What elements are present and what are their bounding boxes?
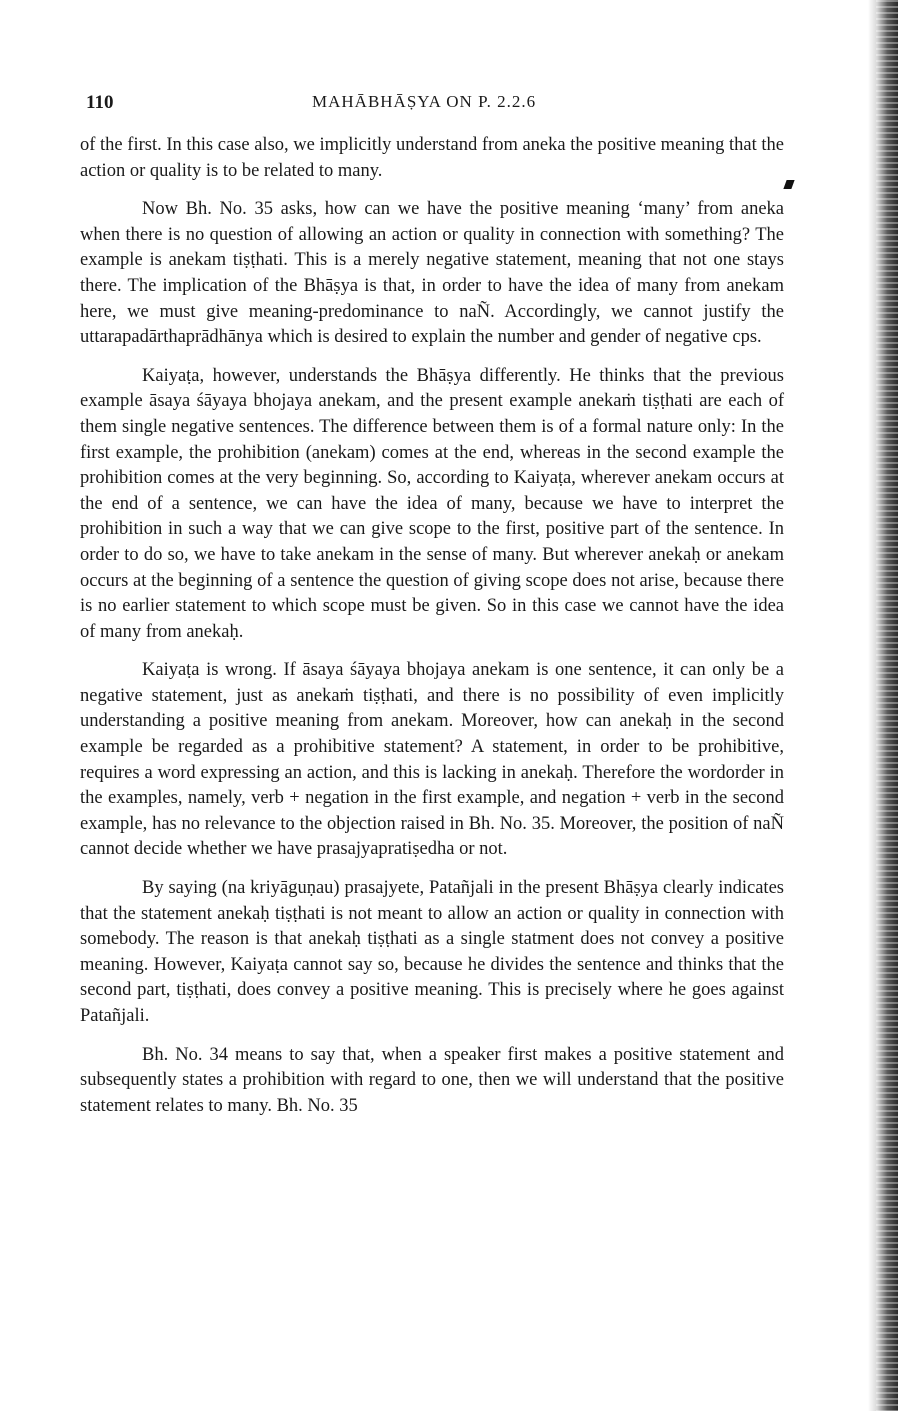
running-head: MAHĀBHĀṢYA ON P. 2.2.6 bbox=[312, 92, 537, 111]
paragraph-5: By saying (na kriyāguṇau) prasajyete, Patañjali in the present Bhāṣya clearly indicates that the statement anekaḥ tiṣṭhati is not meant to allow an action or quality in connection with somebody. The reason is that anekaḥ tiṣṭhati as a single statment does not convey a positive meaning. However, Kaiyaṭa cannot say so, because he divides the sentence and thinks that the second part, tiṣṭhati, does convey a positive meaning. This is precisely where he goes against Patañjali. bbox=[80, 878, 784, 1026]
body-text bbox=[80, 133, 784, 1132]
paragraph-6: Bh. No. 34 means to say that, when a speaker first makes a positive statement and subsequently states a prohibition with regard to one, then we will understand that the positive statement relates to many. Bh. No. 35 bbox=[80, 1044, 784, 1116]
book-spine-texture bbox=[876, 0, 898, 1411]
paragraph-4: Kaiyaṭa is wrong. If āsaya śāyaya bhojaya anekam is one sentence, it can only be a negative statement, just as anekaṁ tiṣṭhati, and there is no possibility of even implicitly understanding a positive meaning from anekam. Moreover, how can anekaḥ in the second example be regarded as a prohibitive statement? A statement, in order to be prohibitive, requires a word expressing an action, and this is lacking in anekaḥ. Therefore the wordorder in the examples, namely, verb + negation in the first example, and negation + verb in the second example, has no relevance to the objection raised in Bh. No. 35. Moreover, the position of naÑ cannot decide whether we have prasajyapratiṣedha or not. bbox=[80, 660, 784, 860]
page-number: 110 bbox=[86, 92, 114, 113]
paragraph-3: Kaiyaṭa, however, understands the Bhāṣya differently. He thinks that the previous example āsaya śāyaya bhojaya anekam, and the present example anekaṁ tiṣṭhati are each of them single negative sentences. The difference between them is of a formal nature only: In the first example, the prohibition (anekam) comes at the end, whereas in the second example the prohibition comes at the very beginning. So, according to Kaiyaṭa, wherever anekam occurs at the end of a sentence, we can have the idea of many, because we have to interpret the prohibition in such a way that we can give scope to the first, positive part of the sentence. In order to do so, we have to take anekam in the sense of many. But wherever anekaḥ or anekam occurs at the beginning of a sentence the question of giving scope does not arise, because there is no earlier statement to which scope must be given. So in this case we cannot have the idea of many from anekaḥ. bbox=[80, 365, 784, 642]
ink-mark bbox=[783, 180, 794, 189]
paragraph-2: Now Bh. No. 35 asks, how can we have the positive meaning ‘many’ from aneka when there is no question of allowing an action or quality in connection with something? The example is anekam tiṣṭhati. This is a merely negative statement, meaning that not one stays there. The implication of the Bhāṣya is that, in order to have the idea of many from anekam here, we must give meaning-predominance to naÑ. Accordingly, we cannot justify the uttarapadārthaprādhānya which is desired to explain the number and gender of negative cps. bbox=[80, 199, 784, 348]
paragraph-1: of the first. In this case also, we implicitly understand from aneka the positive meaning that the action or quality is to be related to many. bbox=[80, 135, 784, 181]
page-header bbox=[86, 92, 786, 122]
